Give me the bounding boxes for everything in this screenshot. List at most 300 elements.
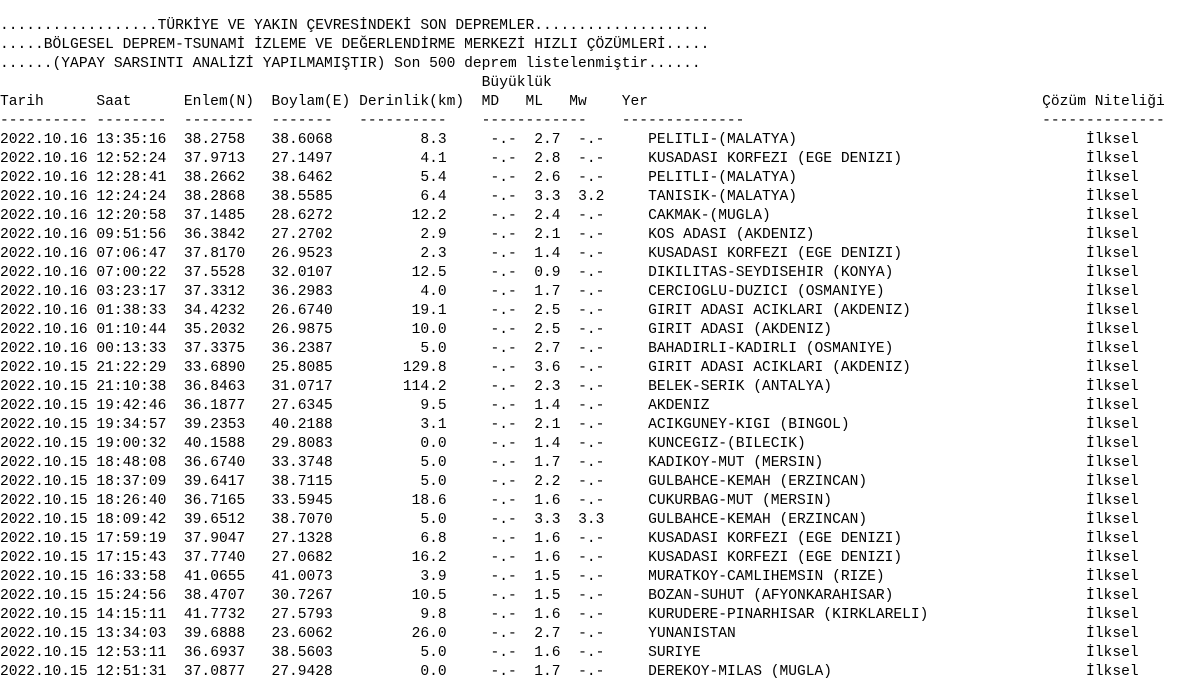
cell-longitude: 31.0717	[271, 379, 333, 395]
cell-latitude: 39.6417	[183, 474, 246, 490]
cell-longitude: 27.2702	[271, 227, 333, 243]
cell-quality: İlksel	[1086, 360, 1139, 376]
cell-md: -.-	[490, 341, 517, 357]
cell-ml: 2.5	[534, 322, 561, 338]
cell-ml: 1.7	[534, 284, 561, 300]
cell-mw: -.-	[578, 645, 605, 661]
cell-place: DEREKOY-MILAS (MUGLA)	[648, 664, 1069, 680]
cell-md: -.-	[490, 531, 517, 547]
cell-ml: 2.6	[534, 170, 561, 186]
cell-date: 2022.10.15	[0, 550, 88, 566]
cell-ml: 1.4	[534, 436, 561, 452]
cell-quality: İlksel	[1086, 208, 1139, 224]
cell-quality: İlksel	[1086, 246, 1139, 262]
cell-time: 12:52:24	[96, 151, 167, 167]
cell-time: 12:28:41	[96, 170, 167, 186]
cell-time: 17:15:43	[96, 550, 167, 566]
cell-latitude: 41.0655	[183, 569, 246, 585]
cell-longitude: 33.5945	[271, 493, 333, 509]
cell-md: -.-	[490, 455, 517, 471]
cell-time: 13:34:03	[96, 626, 167, 642]
cell-time: 13:35:16	[96, 132, 167, 148]
cell-time: 18:26:40	[96, 493, 167, 509]
table-row	[0, 416, 1165, 435]
cell-place: BAHADIRLI-KADIRLI (OSMANIYE)	[648, 341, 1069, 357]
cell-ml: 2.4	[534, 208, 561, 224]
cell-latitude: 41.7732	[183, 607, 246, 623]
cell-time: 01:10:44	[96, 322, 167, 338]
cell-time: 21:22:29	[96, 360, 167, 376]
cell-quality: İlksel	[1086, 189, 1139, 205]
cell-longitude: 38.7115	[271, 474, 333, 490]
cell-date: 2022.10.15	[0, 569, 88, 585]
cell-quality: İlksel	[1086, 322, 1139, 338]
cell-latitude: 37.9047	[183, 531, 246, 547]
cell-quality: İlksel	[1086, 607, 1139, 623]
table-row	[0, 188, 1165, 207]
cell-ml: 1.6	[534, 607, 561, 623]
cell-quality: İlksel	[1086, 132, 1139, 148]
cell-date: 2022.10.16	[0, 246, 88, 262]
cell-md: -.-	[490, 189, 517, 205]
earthquake-list-document	[0, 17, 1165, 682]
cell-depth: 4.1	[341, 151, 447, 167]
cell-place: MURATKOY-CAMLIHEMSIN (RIZE)	[648, 569, 1069, 585]
cell-ml: 1.7	[534, 455, 561, 471]
cell-depth: 26.0	[341, 626, 447, 642]
cell-depth: 114.2	[341, 379, 447, 395]
cell-latitude: 35.2032	[183, 322, 246, 338]
cell-depth: 6.8	[341, 531, 447, 547]
cell-longitude: 40.2188	[271, 417, 333, 433]
cell-time: 12:20:58	[96, 208, 167, 224]
cell-place: KUSADASI KORFEZI (EGE DENIZI)	[648, 151, 1069, 167]
table-row	[0, 587, 1165, 606]
table-row	[0, 644, 1165, 663]
cell-md: -.-	[490, 417, 517, 433]
cell-quality: İlksel	[1086, 664, 1139, 680]
cell-md: -.-	[490, 151, 517, 167]
cell-date: 2022.10.15	[0, 664, 88, 680]
cell-mw: -.-	[578, 265, 605, 281]
cell-mw: -.-	[578, 664, 605, 680]
cell-mw: -.-	[578, 132, 605, 148]
cell-quality: İlksel	[1086, 531, 1139, 547]
table-row	[0, 359, 1165, 378]
cell-depth: 3.1	[341, 417, 447, 433]
cell-longitude: 26.6740	[271, 303, 333, 319]
cell-longitude: 27.1497	[271, 151, 333, 167]
cell-date: 2022.10.16	[0, 132, 88, 148]
cell-md: -.-	[490, 569, 517, 585]
table-row	[0, 473, 1165, 492]
header-title-line: ..................TÜRKİYE VE YAKIN ÇEVRESİNDEKİ SON DEPREMLER....................	[0, 18, 710, 34]
cell-date: 2022.10.16	[0, 303, 88, 319]
cell-depth: 16.2	[341, 550, 447, 566]
cell-depth: 2.3	[341, 246, 447, 262]
cell-place: PELITLI-(MALATYA)	[648, 170, 1069, 186]
cell-depth: 5.0	[341, 455, 447, 471]
cell-md: -.-	[490, 664, 517, 680]
cell-md: -.-	[490, 512, 517, 528]
cell-place: TANISIK-(MALATYA)	[648, 189, 1069, 205]
cell-time: 17:59:19	[96, 531, 167, 547]
cell-md: -.-	[490, 303, 517, 319]
cell-mw: -.-	[578, 626, 605, 642]
cell-place: CUKURBAG-MUT (MERSIN)	[648, 493, 1069, 509]
cell-depth: 6.4	[341, 189, 447, 205]
cell-ml: 1.5	[534, 588, 561, 604]
cell-depth: 8.3	[341, 132, 447, 148]
table-row	[0, 397, 1165, 416]
cell-depth: 10.0	[341, 322, 447, 338]
cell-mw: -.-	[578, 607, 605, 623]
cell-latitude: 37.1485	[183, 208, 246, 224]
table-row	[0, 378, 1165, 397]
cell-date: 2022.10.15	[0, 417, 88, 433]
cell-date: 2022.10.15	[0, 512, 88, 528]
cell-time: 14:15:11	[96, 607, 167, 623]
cell-ml: 2.7	[534, 626, 561, 642]
cell-ml: 1.4	[534, 398, 561, 414]
cell-place: GULBAHCE-KEMAH (ERZINCAN)	[648, 474, 1069, 490]
cell-longitude: 25.8085	[271, 360, 333, 376]
cell-place: PELITLI-(MALATYA)	[648, 132, 1069, 148]
cell-md: -.-	[490, 645, 517, 661]
cell-depth: 18.6	[341, 493, 447, 509]
cell-date: 2022.10.15	[0, 645, 88, 661]
cell-md: -.-	[490, 493, 517, 509]
cell-mw: 3.2	[578, 189, 605, 205]
cell-longitude: 41.0073	[271, 569, 333, 585]
cell-md: -.-	[490, 474, 517, 490]
cell-time: 12:53:11	[96, 645, 167, 661]
cell-md: -.-	[490, 379, 517, 395]
cell-latitude: 37.3312	[183, 284, 246, 300]
table-row	[0, 264, 1165, 283]
cell-md: -.-	[490, 227, 517, 243]
cell-longitude: 27.5793	[271, 607, 333, 623]
cell-longitude: 36.2983	[271, 284, 333, 300]
cell-latitude: 33.6890	[183, 360, 246, 376]
cell-latitude: 39.6512	[183, 512, 246, 528]
cell-place: CERCIOGLU-DUZICI (OSMANIYE)	[648, 284, 1069, 300]
cell-depth: 9.5	[341, 398, 447, 414]
cell-quality: İlksel	[1086, 303, 1139, 319]
cell-place: CAKMAK-(MUGLA)	[648, 208, 1069, 224]
cell-md: -.-	[490, 398, 517, 414]
cell-latitude: 36.7165	[183, 493, 246, 509]
cell-mw: -.-	[578, 531, 605, 547]
cell-ml: 0.9	[534, 265, 561, 281]
table-row	[0, 435, 1165, 454]
cell-mw: -.-	[578, 170, 605, 186]
cell-depth: 5.0	[341, 512, 447, 528]
cell-place: DIKILITAS-SEYDISEHIR (KONYA)	[648, 265, 1069, 281]
table-row	[0, 454, 1165, 473]
table-row	[0, 606, 1165, 625]
cell-mw: -.-	[578, 227, 605, 243]
cell-place: BOZAN-SUHUT (AFYONKARAHISAR)	[648, 588, 1069, 604]
cell-quality: İlksel	[1086, 588, 1139, 604]
cell-longitude: 38.5585	[271, 189, 333, 205]
cell-time: 19:00:32	[96, 436, 167, 452]
cell-place: GIRIT ADASI (AKDENIZ)	[648, 322, 1069, 338]
table-row	[0, 283, 1165, 302]
table-row	[0, 568, 1165, 587]
cell-quality: İlksel	[1086, 493, 1139, 509]
cell-time: 07:06:47	[96, 246, 167, 262]
cell-mw: -.-	[578, 208, 605, 224]
cell-date: 2022.10.15	[0, 474, 88, 490]
cell-time: 18:09:42	[96, 512, 167, 528]
column-headers: Tarih Saat Enlem(N) Boylam(E) Derinlik(km) MD ML Mw Yer Çözüm Niteliği	[0, 94, 1165, 110]
cell-depth: 5.4	[341, 170, 447, 186]
cell-quality: İlksel	[1086, 341, 1139, 357]
cell-longitude: 27.0682	[271, 550, 333, 566]
cell-ml: 1.5	[534, 569, 561, 585]
table-row	[0, 530, 1165, 549]
cell-place: SURIYE	[648, 645, 1069, 661]
cell-latitude: 37.7740	[183, 550, 246, 566]
cell-place: BELEK-SERIK (ANTALYA)	[648, 379, 1069, 395]
cell-md: -.-	[490, 265, 517, 281]
cell-quality: İlksel	[1086, 512, 1139, 528]
earthquake-rows	[0, 131, 1165, 682]
cell-longitude: 27.9428	[271, 664, 333, 680]
cell-latitude: 38.2868	[183, 189, 246, 205]
cell-depth: 5.0	[341, 645, 447, 661]
cell-time: 21:10:38	[96, 379, 167, 395]
cell-mw: 3.3	[578, 512, 605, 528]
table-row	[0, 340, 1165, 359]
cell-latitude: 36.3842	[183, 227, 246, 243]
cell-date: 2022.10.16	[0, 170, 88, 186]
cell-md: -.-	[490, 436, 517, 452]
magnitude-group-label: Büyüklük	[0, 75, 552, 91]
cell-longitude: 28.6272	[271, 208, 333, 224]
cell-mw: -.-	[578, 474, 605, 490]
cell-place: AKDENIZ	[648, 398, 1069, 414]
cell-depth: 5.0	[341, 474, 447, 490]
table-row	[0, 321, 1165, 340]
cell-quality: İlksel	[1086, 455, 1139, 471]
cell-time: 00:13:33	[96, 341, 167, 357]
cell-depth: 0.0	[341, 664, 447, 680]
cell-mw: -.-	[578, 417, 605, 433]
cell-mw: -.-	[578, 569, 605, 585]
cell-latitude: 39.2353	[183, 417, 246, 433]
cell-mw: -.-	[578, 550, 605, 566]
cell-latitude: 38.2758	[183, 132, 246, 148]
cell-date: 2022.10.15	[0, 455, 88, 471]
cell-time: 19:34:57	[96, 417, 167, 433]
cell-quality: İlksel	[1086, 417, 1139, 433]
cell-time: 12:51:31	[96, 664, 167, 680]
cell-date: 2022.10.16	[0, 322, 88, 338]
cell-latitude: 37.9713	[183, 151, 246, 167]
cell-latitude: 39.6888	[183, 626, 246, 642]
cell-place: GIRIT ADASI ACIKLARI (AKDENIZ)	[648, 303, 1069, 319]
cell-longitude: 32.0107	[271, 265, 333, 281]
cell-time: 16:33:58	[96, 569, 167, 585]
cell-mw: -.-	[578, 588, 605, 604]
cell-place: KUSADASI KORFEZI (EGE DENIZI)	[648, 531, 1069, 547]
cell-md: -.-	[490, 607, 517, 623]
cell-latitude: 38.2662	[183, 170, 246, 186]
cell-depth: 3.9	[341, 569, 447, 585]
cell-place: KUSADASI KORFEZI (EGE DENIZI)	[648, 550, 1069, 566]
cell-place: ACIKGUNEY-KIGI (BINGOL)	[648, 417, 1069, 433]
cell-longitude: 26.9523	[271, 246, 333, 262]
cell-quality: İlksel	[1086, 569, 1139, 585]
cell-mw: -.-	[578, 455, 605, 471]
cell-place: KADIKOY-MUT (MERSIN)	[648, 455, 1069, 471]
cell-depth: 129.8	[341, 360, 447, 376]
cell-md: -.-	[490, 360, 517, 376]
cell-quality: İlksel	[1086, 550, 1139, 566]
cell-longitude: 27.6345	[271, 398, 333, 414]
cell-place: GULBAHCE-KEMAH (ERZINCAN)	[648, 512, 1069, 528]
header-subtitle-line: .....BÖLGESEL DEPREM-TSUNAMİ İZLEME VE DEĞERLENDİRME MERKEZİ HIZLI ÇÖZÜMLERİ.....	[0, 37, 710, 53]
cell-ml: 3.6	[534, 360, 561, 376]
cell-time: 18:48:08	[96, 455, 167, 471]
cell-ml: 2.1	[534, 417, 561, 433]
cell-quality: İlksel	[1086, 265, 1139, 281]
cell-date: 2022.10.16	[0, 189, 88, 205]
cell-mw: -.-	[578, 246, 605, 262]
table-row	[0, 549, 1165, 568]
cell-ml: 2.1	[534, 227, 561, 243]
cell-mw: -.-	[578, 322, 605, 338]
cell-place: KUNCEGIZ-(BILECIK)	[648, 436, 1069, 452]
cell-latitude: 38.4707	[183, 588, 246, 604]
cell-place: KURUDERE-PINARHISAR (KIRKLARELI)	[648, 607, 1069, 623]
cell-time: 18:37:09	[96, 474, 167, 490]
table-row	[0, 492, 1165, 511]
cell-time: 01:38:33	[96, 303, 167, 319]
cell-place: KUSADASI KORFEZI (EGE DENIZI)	[648, 246, 1069, 262]
cell-date: 2022.10.15	[0, 626, 88, 642]
header-note-line: ......(YAPAY SARSINTI ANALİZİ YAPILMAMIŞTIR) Son 500 deprem listelenmiştir......	[0, 56, 701, 72]
cell-depth: 4.0	[341, 284, 447, 300]
cell-ml: 2.5	[534, 303, 561, 319]
cell-quality: İlksel	[1086, 151, 1139, 167]
cell-mw: -.-	[578, 379, 605, 395]
cell-depth: 19.1	[341, 303, 447, 319]
cell-latitude: 36.6740	[183, 455, 246, 471]
table-row	[0, 625, 1165, 644]
cell-md: -.-	[490, 132, 517, 148]
cell-latitude: 37.5528	[183, 265, 246, 281]
cell-quality: İlksel	[1086, 379, 1139, 395]
cell-depth: 10.5	[341, 588, 447, 604]
cell-md: -.-	[490, 284, 517, 300]
cell-md: -.-	[490, 170, 517, 186]
cell-longitude: 36.2387	[271, 341, 333, 357]
cell-longitude: 38.5603	[271, 645, 333, 661]
column-underline: ---------- -------- -------- ------- ---------- ------------ -------------- --------------	[0, 113, 1165, 129]
cell-ml: 3.3	[534, 189, 561, 205]
table-row	[0, 302, 1165, 321]
cell-ml: 2.2	[534, 474, 561, 490]
cell-date: 2022.10.16	[0, 265, 88, 281]
cell-quality: İlksel	[1086, 645, 1139, 661]
cell-mw: -.-	[578, 493, 605, 509]
cell-date: 2022.10.15	[0, 360, 88, 376]
cell-date: 2022.10.16	[0, 208, 88, 224]
cell-quality: İlksel	[1086, 227, 1139, 243]
cell-ml: 1.6	[534, 645, 561, 661]
cell-quality: İlksel	[1086, 170, 1139, 186]
table-row	[0, 207, 1165, 226]
cell-quality: İlksel	[1086, 626, 1139, 642]
cell-date: 2022.10.15	[0, 588, 88, 604]
cell-place: GIRIT ADASI ACIKLARI (AKDENIZ)	[648, 360, 1069, 376]
table-row	[0, 245, 1165, 264]
cell-latitude: 34.4232	[183, 303, 246, 319]
cell-time: 03:23:17	[96, 284, 167, 300]
cell-date: 2022.10.16	[0, 151, 88, 167]
table-row	[0, 169, 1165, 188]
cell-date: 2022.10.15	[0, 493, 88, 509]
cell-date: 2022.10.16	[0, 227, 88, 243]
cell-ml: 1.6	[534, 493, 561, 509]
cell-longitude: 38.7070	[271, 512, 333, 528]
cell-date: 2022.10.15	[0, 379, 88, 395]
cell-latitude: 36.8463	[183, 379, 246, 395]
cell-mw: -.-	[578, 436, 605, 452]
cell-latitude: 37.3375	[183, 341, 246, 357]
cell-mw: -.-	[578, 341, 605, 357]
cell-md: -.-	[490, 246, 517, 262]
cell-quality: İlksel	[1086, 436, 1139, 452]
cell-md: -.-	[490, 588, 517, 604]
cell-latitude: 36.6937	[183, 645, 246, 661]
cell-ml: 3.3	[534, 512, 561, 528]
cell-longitude: 27.1328	[271, 531, 333, 547]
cell-date: 2022.10.16	[0, 341, 88, 357]
cell-depth: 9.8	[341, 607, 447, 623]
cell-time: 12:24:24	[96, 189, 167, 205]
cell-ml: 1.6	[534, 531, 561, 547]
cell-mw: -.-	[578, 398, 605, 414]
cell-ml: 1.7	[534, 664, 561, 680]
cell-quality: İlksel	[1086, 474, 1139, 490]
cell-mw: -.-	[578, 284, 605, 300]
cell-place: KOS ADASI (AKDENIZ)	[648, 227, 1069, 243]
cell-latitude: 36.1877	[183, 398, 246, 414]
cell-depth: 5.0	[341, 341, 447, 357]
cell-longitude: 38.6462	[271, 170, 333, 186]
cell-time: 19:42:46	[96, 398, 167, 414]
cell-longitude: 38.6068	[271, 132, 333, 148]
cell-depth: 0.0	[341, 436, 447, 452]
cell-md: -.-	[490, 322, 517, 338]
cell-md: -.-	[490, 626, 517, 642]
cell-longitude: 33.3748	[271, 455, 333, 471]
table-row	[0, 226, 1165, 245]
cell-latitude: 40.1588	[183, 436, 246, 452]
cell-longitude: 29.8083	[271, 436, 333, 452]
cell-longitude: 26.9875	[271, 322, 333, 338]
cell-date: 2022.10.15	[0, 398, 88, 414]
table-row	[0, 150, 1165, 169]
cell-date: 2022.10.15	[0, 436, 88, 452]
cell-ml: 2.7	[534, 132, 561, 148]
cell-quality: İlksel	[1086, 398, 1139, 414]
cell-mw: -.-	[578, 303, 605, 319]
